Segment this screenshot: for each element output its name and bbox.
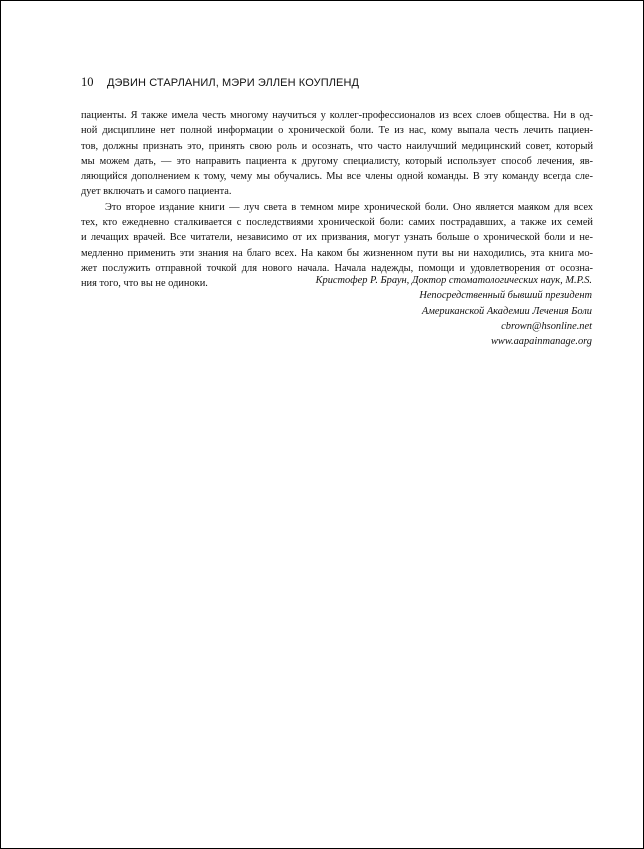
text-line: медленно применить эти знания на благо всех. На каком бы жизненном пути вы ни находились, эта книга мо- xyxy=(81,247,593,259)
header-authors: ДЭВИН СТАРЛАНИЛ, МЭРИ ЭЛЛЕН КОУПЛЕНД xyxy=(107,77,360,89)
signature-website: www.aapainmanage.org xyxy=(490,336,592,348)
signature-block xyxy=(232,273,592,349)
signature-email: cbrown@hsonline.net xyxy=(501,320,592,332)
text-line: ния того, что вы не одиноки. xyxy=(81,278,208,290)
text-line: и лечащих врачей. Все читатели, независимо от их призвания, могут узнать больше о хронической боли и не- xyxy=(81,232,593,244)
text-line: Это второе издание книги — луч света в темном мире хронической боли. Оно является маяком для всех xyxy=(105,201,593,213)
text-line: тов, должны признать это, принять свою роль и осознать, что часто наилучший медицинский совет, который xyxy=(81,140,593,152)
text-line: ной дисциплине нет полной информации о хронической боли. Те из нас, кому выпала честь лечить пациен- xyxy=(81,125,593,137)
signature-organization: Американской Академии Лечения Боли xyxy=(421,305,592,317)
text-line: дует включать и самого пациента. xyxy=(81,186,232,198)
text-line: ляющийся дополнением к тому, чему мы обучались. Мы все члены одной команды. В эту команду всегда сле- xyxy=(81,171,593,183)
text-line: тех, кто ежедневно сталкивается с последствиями хронической боли: самих пострадавших, а также их семей xyxy=(81,217,593,229)
text-line: пациенты. Я также имела честь многому научиться у коллег-профессионалов из всех слоев общества. Ни в од- xyxy=(81,110,593,121)
page-number: 10 xyxy=(81,75,94,89)
signature-name: Кристофер Р. Браун, Доктор стоматологических наук, M.P.S. xyxy=(315,275,592,286)
running-header xyxy=(81,75,359,90)
text-line: жет послужить отправной точкой для нового начала. Начала надежды, помощи и удовлетворения от осозна- xyxy=(81,262,593,274)
text-line: мы можем дать, — это направить пациента к другому специалисту, который использует способ лечения, яв- xyxy=(81,155,593,167)
body-text xyxy=(81,108,593,292)
signature-title: Непосредственный бывший президент xyxy=(419,290,592,302)
